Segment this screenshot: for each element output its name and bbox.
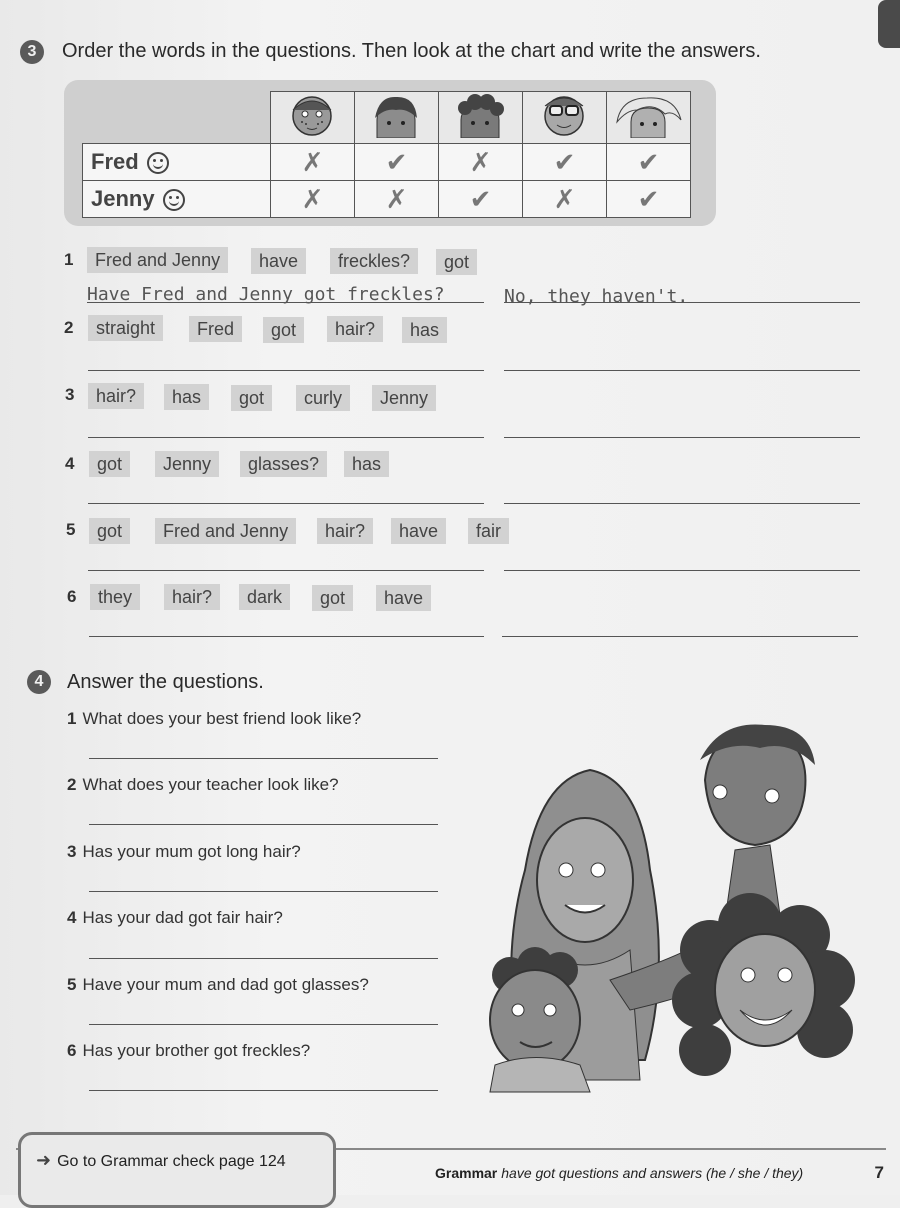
question-text: What does your best friend look like? <box>82 709 362 728</box>
exercise-3-number: 3 <box>20 40 44 64</box>
grammar-note <box>435 1165 803 1181</box>
chart-name-fred: Fred <box>91 149 139 174</box>
word-chip: Jenny <box>155 451 219 477</box>
chart-name-jenny: Jenny <box>91 186 155 211</box>
item-number: 6 <box>67 587 77 606</box>
answer-line[interactable] <box>504 570 860 571</box>
question-number: 6 <box>67 1041 77 1060</box>
word-chip: Fred and Jenny <box>155 518 296 544</box>
item-number: 4 <box>65 454 75 473</box>
word-chip: they <box>90 584 140 610</box>
question-line[interactable] <box>88 570 484 571</box>
question-text: Has your brother got freckles? <box>82 1041 311 1060</box>
family-illustration <box>480 720 880 1100</box>
question-line[interactable] <box>89 636 484 637</box>
chart-mark: ✔ <box>523 144 607 181</box>
word-chip: hair? <box>317 518 373 544</box>
grammar-topic: have got questions and answers (he / she / they) <box>501 1165 804 1181</box>
word-chip: hair? <box>327 316 383 342</box>
answer-line[interactable] <box>89 958 438 959</box>
word-chip: hair? <box>88 383 144 409</box>
chart-mark: ✗ <box>271 144 355 181</box>
question-text: Has your dad got fair hair? <box>82 908 283 927</box>
glasses-face-icon <box>523 92 607 144</box>
chart-row-jenny <box>83 181 691 218</box>
chart-mark: ✗ <box>439 144 523 181</box>
question-number: 3 <box>67 842 77 861</box>
freckles-face-icon <box>271 92 355 144</box>
question-line[interactable] <box>88 503 484 504</box>
question-text: What does your teacher look like? <box>82 775 339 794</box>
word-chip: got <box>263 317 304 343</box>
chart-mark: ✔ <box>355 144 439 181</box>
answer-line[interactable] <box>89 891 438 892</box>
item-number: 3 <box>65 385 75 404</box>
exercise-3-title: Order the words in the questions. Then look at the chart and write the answers. <box>62 40 761 62</box>
word-chip: fair <box>468 518 509 544</box>
example-question: Have Fred and Jenny got freckles? <box>87 284 445 305</box>
chart-mark: ✗ <box>355 181 439 218</box>
answer-line[interactable] <box>89 1090 438 1091</box>
exercise-4-number: 4 <box>27 670 51 694</box>
grammar-check-text: Go to Grammar check page 124 <box>57 1153 286 1170</box>
question-text: Has your mum got long hair? <box>82 842 301 861</box>
fair-hair-face-icon <box>607 92 691 144</box>
smiley-icon <box>147 152 169 174</box>
page-corner-tab <box>878 0 900 48</box>
word-chip: curly <box>296 385 350 411</box>
question-line[interactable] <box>88 437 484 438</box>
chart-row-fred <box>83 144 691 181</box>
straight-hair-face-icon <box>355 92 439 144</box>
item-number: 1 <box>64 250 74 269</box>
page-number: 7 <box>874 1163 884 1182</box>
features-chart <box>82 91 691 218</box>
word-chip: got <box>231 385 272 411</box>
answer-line[interactable] <box>504 503 860 504</box>
chart-mark: ✗ <box>523 181 607 218</box>
word-chip: got <box>89 518 130 544</box>
question-3 <box>67 842 301 862</box>
exercise-4-title: Answer the questions. <box>67 671 264 693</box>
word-chip: have <box>391 518 446 544</box>
question-1 <box>67 709 361 729</box>
answer-line[interactable] <box>502 636 858 637</box>
grammar-label: Grammar <box>435 1165 498 1181</box>
smiley-icon <box>163 189 185 211</box>
question-5 <box>67 975 369 995</box>
answer-line <box>504 302 860 303</box>
question-line <box>87 302 484 303</box>
answer-line[interactable] <box>504 370 860 371</box>
curly-hair-face-icon <box>439 92 523 144</box>
word-chip: got <box>436 249 477 275</box>
question-number: 1 <box>67 709 77 728</box>
word-chip: got <box>89 451 130 477</box>
word-chip: has <box>164 384 209 410</box>
grammar-check-link[interactable] <box>36 1150 286 1171</box>
question-line[interactable] <box>88 370 484 371</box>
word-chip: freckles? <box>330 248 418 274</box>
word-chip: have <box>376 585 431 611</box>
chart-mark: ✗ <box>271 181 355 218</box>
word-chip: dark <box>239 584 290 610</box>
word-chip: hair? <box>164 584 220 610</box>
answer-line[interactable] <box>504 437 860 438</box>
word-chip: straight <box>88 315 163 341</box>
word-chip: Fred <box>189 316 242 342</box>
question-text: Have your mum and dad got glasses? <box>82 975 369 994</box>
word-chip: has <box>402 317 447 343</box>
chart-mark: ✔ <box>607 181 691 218</box>
word-chip: Jenny <box>372 385 436 411</box>
chart-mark: ✔ <box>439 181 523 218</box>
answer-line[interactable] <box>89 758 438 759</box>
item-number: 2 <box>64 318 74 337</box>
question-4 <box>67 908 283 928</box>
arrow-right-icon: ➜ <box>36 1150 52 1170</box>
word-chip: glasses? <box>240 451 327 477</box>
word-chip: have <box>251 248 306 274</box>
example-answer: No, they haven't. <box>504 286 689 307</box>
word-chip: got <box>312 585 353 611</box>
question-2 <box>67 775 339 795</box>
question-number: 4 <box>67 908 77 927</box>
answer-line[interactable] <box>89 1024 438 1025</box>
word-chip: has <box>344 451 389 477</box>
item-number: 5 <box>66 520 76 539</box>
question-number: 2 <box>67 775 77 794</box>
word-chip: Fred and Jenny <box>87 247 228 273</box>
question-number: 5 <box>67 975 77 994</box>
chart-mark: ✔ <box>607 144 691 181</box>
answer-line[interactable] <box>89 824 438 825</box>
question-6 <box>67 1041 310 1061</box>
